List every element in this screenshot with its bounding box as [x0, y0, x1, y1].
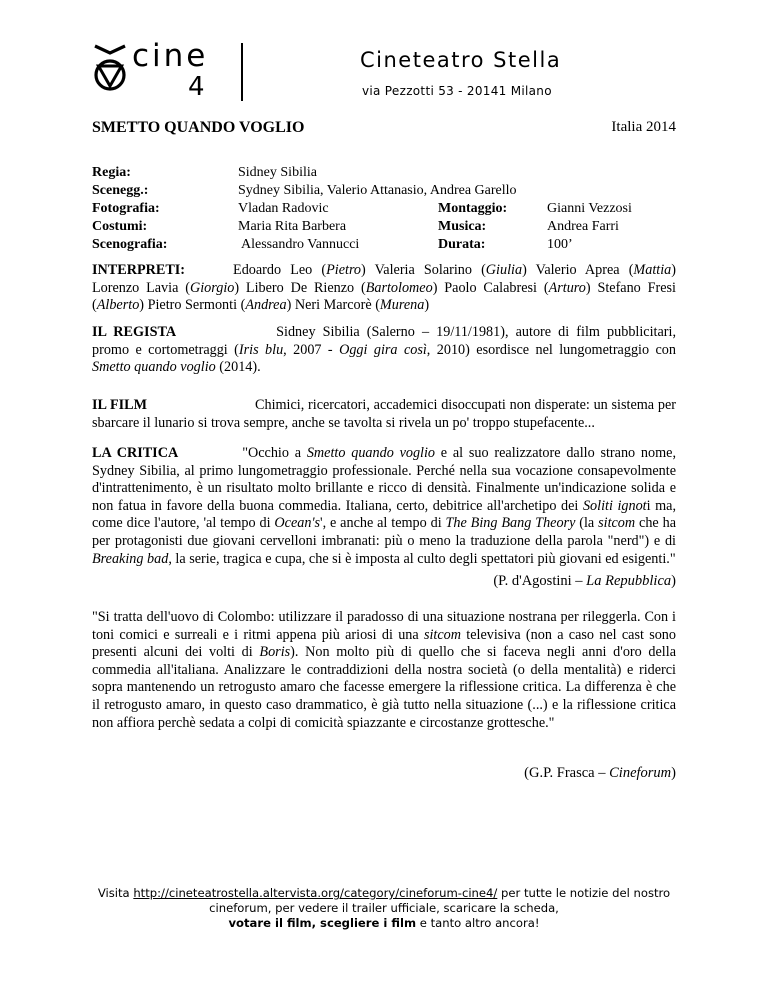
- regista-heading: IL REGISTA: [92, 324, 177, 340]
- cineforum-link[interactable]: http://cineteatrostella.altervista.org/category/cineforum-cine4/: [133, 886, 498, 900]
- regista-section: [92, 324, 676, 377]
- critica-text: i ma, come dice l'autore, 'al tempo di: [92, 497, 677, 532]
- cine4-logo: [92, 40, 252, 102]
- film-origin: Italia 2014: [611, 119, 676, 135]
- cast-role-close: ): [424, 297, 430, 314]
- work-title: Soliti ignot: [582, 497, 647, 514]
- credit-value: Gianni Vezzosi: [547, 201, 632, 216]
- critica-text: , la serie, tragica e cupa, che si è imposta al culto degli spettatori più giovani ed esigenti.": [168, 550, 676, 567]
- critica-section-2: [92, 609, 676, 732]
- footer-text: Visita: [97, 886, 134, 900]
- cast-role: Alberto: [96, 297, 140, 314]
- critica-section-1: [92, 445, 676, 568]
- critic-source: Cineforum: [609, 765, 672, 781]
- regista-text: Sidney Sibilia (Salerno – 19/11/1981), autore di film pubblicitari, promo e cortometraggi (: [92, 324, 677, 358]
- credit-label: Regia:: [92, 165, 131, 180]
- credit-label: Fotografia:: [92, 201, 160, 216]
- cast-actor: Paolo Calabresi (: [437, 279, 549, 296]
- work-title: Oggi gira così: [339, 341, 427, 358]
- cast-actor: Pietro Sermonti (: [144, 297, 246, 314]
- credit-value: Andrea Farri: [547, 219, 619, 234]
- critica-text: ). Non molto più di quello che si faceva negli anni d'oro della commedia all'italiana. Analizzare le contraddizioni della nostra società (o della mentalità) e riderci sopra mantenendo un retrogusto amaro che facesse emergere la riflessione critica. La differenza è che il retrogusto amaro, in questo caso drammatico, è già tutto nella situazione (...) e la riflessione critica non affiora perchè sedata a colpi di comicità spiazzante e circostanze grottesche.": [92, 644, 676, 731]
- interpreti-section: [92, 262, 676, 315]
- regista-text: , 2007 -: [283, 341, 340, 358]
- header-divider: [241, 43, 243, 101]
- logo-number: 4: [188, 72, 205, 102]
- attribution-close: ): [671, 573, 676, 589]
- cinema-address: via Pezzotti 53 - 20141 Milano: [362, 84, 552, 98]
- critica-heading: LA CRITICA: [92, 445, 179, 461]
- cast-role: Andrea: [245, 297, 287, 314]
- critica-text: "Si tratta dell'uovo di Colombo: utilizzare il paradosso di una situazione nostrana per rileggerla. Con i toni comici e surreali e i ritmi appena più ariosi di una: [92, 609, 676, 643]
- credit-label: Costumi:: [92, 219, 148, 234]
- cast-actor: Stefano Fresi (: [92, 279, 676, 314]
- film-title: SMETTO QUANDO VOGLIO: [92, 119, 305, 136]
- work-title: Smetto quando voglio: [92, 359, 216, 376]
- footer-bold-text: votare il film, scegliere i film: [228, 916, 417, 930]
- footer-text: e tanto altro ancora!: [416, 916, 540, 930]
- cast-actor: Edoardo Leo (: [233, 262, 327, 278]
- work-title: Iris blu: [238, 341, 284, 358]
- header: [92, 40, 692, 104]
- work-title: Breaking bad: [92, 550, 169, 567]
- critica-1-attribution: [493, 573, 676, 590]
- cast-role: Arturo: [548, 279, 586, 296]
- critic-name: (P. d'Agostini –: [493, 573, 587, 589]
- cast-role: Murena: [379, 297, 425, 314]
- cast-actor: Libero De Rienzo (: [239, 279, 366, 296]
- credit-value: Maria Rita Barbera: [238, 219, 347, 234]
- film-heading: IL FILM: [92, 397, 148, 413]
- cast-actor: Valeria Solarino (: [365, 262, 486, 278]
- cast-role-close: ): [139, 297, 145, 314]
- cast-role: Giulia: [485, 262, 523, 278]
- cast-role-close: ): [286, 297, 292, 314]
- critica-text: che ha per protagonisti due giovani cervelloni imbranati: più o meno la traduzione della parola "nerd") e di: [92, 515, 676, 549]
- critica-text: televisiva (non a caso nel cast sono presenti alcuni dei volti di: [92, 626, 676, 661]
- cast-role-close: ): [671, 262, 676, 278]
- critica-text: (la: [575, 515, 599, 532]
- cast-role: Pietro: [326, 262, 362, 278]
- credit-value: Sidney Sibilia: [238, 165, 317, 180]
- footer: [92, 886, 676, 931]
- critica-2-attribution: [524, 765, 676, 782]
- cast-role-close: ): [432, 279, 438, 296]
- logo-word: cine: [132, 38, 209, 74]
- cinema-name: Cineteatro Stella: [360, 48, 562, 72]
- work-title: Boris: [259, 644, 291, 661]
- credit-label: Montaggio:: [438, 201, 508, 216]
- critic-source: La Repubblica: [586, 573, 672, 589]
- credit-label: Scenegg.:: [92, 183, 149, 198]
- cast-actor: Lorenzo Lavia (: [92, 279, 190, 296]
- critica-text: e al suo realizzatore dallo strano nome, Sydney Sibilia, al primo lungometraggio professionale. Perché nella sua vocazione consapevolmente d'intrattenimento, è un risultato molto brillante e ricco di densità. Finalmente un'indicazione solida e non fatua in favore della buona commedia. Italiana, certo, debitrice all'archetipo dei: [92, 445, 676, 514]
- cast-role-close: ): [234, 279, 240, 296]
- work-title: sitcom: [598, 515, 636, 532]
- work-title: sitcom: [423, 626, 462, 643]
- logo-emblem-icon: [92, 44, 128, 94]
- credit-value: Sydney Sibilia, Valerio Attanasio, Andrea Garello: [238, 183, 517, 198]
- credit-label: Scenografia:: [92, 237, 168, 252]
- credit-value: Vladan Radovic: [238, 201, 329, 216]
- film-section: [92, 397, 676, 432]
- attribution-close: ): [671, 765, 676, 781]
- work-title: The Bing Bang Theory: [445, 515, 576, 532]
- cast-actor: Valerio Aprea (: [526, 262, 634, 278]
- work-title: Ocean's: [274, 515, 321, 532]
- cast-actor: Neri Marcorè (: [291, 297, 380, 314]
- credit-value: 100’: [547, 237, 573, 252]
- credit-value: Alessandro Vannucci: [241, 237, 360, 252]
- regista-text: (2014).: [215, 359, 261, 376]
- cast-role: Giorgio: [189, 279, 235, 296]
- critica-text: ', e anche al tempo di: [320, 515, 446, 532]
- cast-role-close: ): [522, 262, 527, 278]
- cast-role: Mattia: [633, 262, 672, 278]
- credit-label: Durata:: [438, 237, 486, 252]
- critic-name: (G.P. Frasca –: [524, 765, 610, 781]
- interpreti-heading: INTERPRETI:: [92, 262, 186, 278]
- regista-text: , 2010) esordisce nel lungometraggio con: [426, 341, 676, 358]
- cast-role-close: ): [585, 279, 591, 296]
- credit-label: Musica:: [438, 219, 487, 234]
- cast-role-close: ): [361, 262, 366, 278]
- footer-text: per tutte le notizie del nostro cineforum, per vedere il trailer ufficiale, scaricare la scheda,: [209, 886, 671, 915]
- critica-text: "Occhio a: [242, 445, 307, 461]
- cast-role: Bartolomeo: [365, 279, 433, 296]
- work-title: Smetto quando voglio: [306, 445, 436, 461]
- film-synopsis: Chimici, ricercatori, accademici disoccupati non disperate: un sistema per sbarcare il lunario si trova sempre, anche se tavolta si rivela un po' troppo stupefacente...: [92, 397, 676, 431]
